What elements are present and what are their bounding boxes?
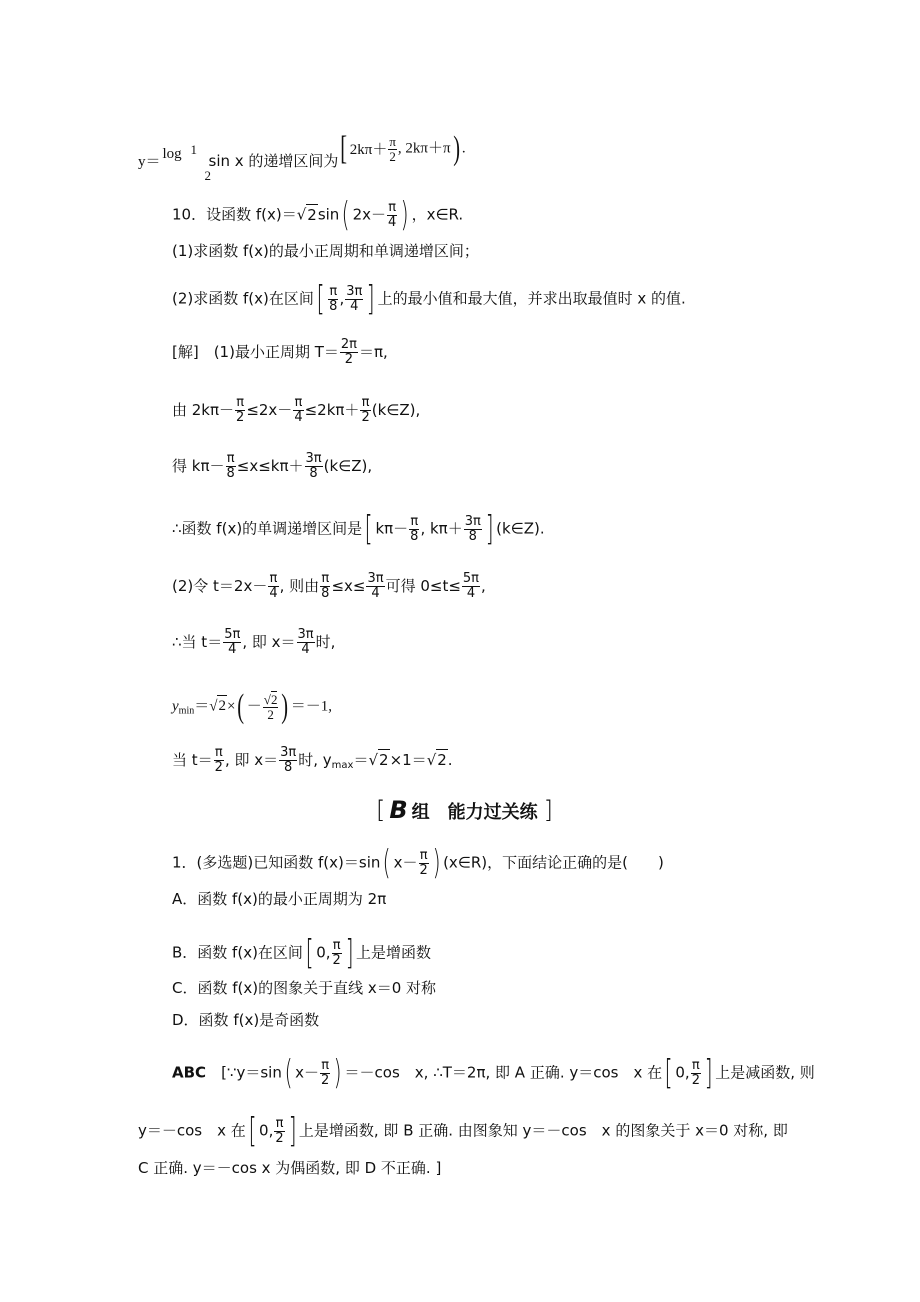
bracket: ) (281, 688, 289, 725)
fraction: $\frac{5\pi}{4}$ (224, 627, 241, 657)
fraction: $\frac{3\pi}{4}$ (367, 571, 384, 601)
fraction: $\frac{5\pi}{4}$ (462, 571, 480, 601)
text: , 2kπ＋π (397, 140, 451, 157)
fraction: $\frac{\pi}{8}$ (410, 513, 419, 544)
fraction: $\frac{\pi}{2}$ (236, 395, 245, 425)
question-10-part1: (1)求函数 f(x)的最小正周期和单调递增区间； (172, 242, 479, 260)
bracket: ] (345, 933, 354, 973)
log-text: log (162, 146, 182, 163)
log-base-num: 1 (190, 142, 198, 158)
fraction: $\frac{\pi}{8}$ (329, 283, 338, 314)
fraction: $\frac{3\pi}{8}$ (280, 745, 297, 775)
question-10-part2: (2)求函数 f(x)在区间[ $\frac{\pi}{8}$ , $\frac{3\pi}{4}$ ] 上的最小值和最大值，并求出取最值时 x 的值. (172, 279, 686, 319)
bracket: [ (664, 1053, 673, 1093)
log-base-den: 2 (204, 168, 212, 184)
bracket: ] (485, 509, 494, 549)
fraction: $\frac{\pi}{2}$ (419, 847, 428, 878)
bracket: [ (340, 130, 348, 167)
text: sin x 的递增区间为 (208, 152, 339, 171)
bracket: ( (383, 843, 391, 883)
solution-line-2: 由 2kπ－ $\frac{\pi}{2}$ ≤2x－ $\frac{\pi}{4}$ ≤2kπ＋ $\frac{\pi}{2}$ (k∈Z), (172, 395, 421, 425)
bracket: [ (305, 933, 314, 973)
bracket: [ (316, 279, 325, 319)
solution-line-8: 当 t＝ $\frac{\pi}{2}$ , 即 x＝ $\frac{3\pi}{8}$ 时, $y_{max}=√2\times 1=√2$. (172, 745, 453, 775)
text: 上的最小值和最大值，并求出取最值时 x 的值. (377, 289, 686, 308)
text: 2kπ＋ (349, 142, 388, 159)
option-c: C．函数 f(x)的图象关于直线 x＝0 对称 (172, 979, 437, 997)
text: (2)求函数 f(x)在区间 (172, 289, 314, 308)
line-log-interval (138, 130, 466, 184)
fraction: $\frac{\pi}{2}$ (691, 1057, 700, 1088)
fraction: $\frac{3\pi}{4}$ (346, 283, 363, 314)
fraction: $\frac{\pi}{2}$ (275, 1115, 284, 1146)
answer-line-2: y＝－cos x 在[ 0, $\frac{\pi}{2}$ ] 上是增函数, 即 B 正确. 由图象知 y＝－cos x 的图象关于 x＝0 对称, 即 (138, 1111, 788, 1151)
bracket: ] (704, 1053, 713, 1093)
text: 2x－ (352, 205, 387, 224)
option-a: A．函数 f(x)的最小正周期为 2π (172, 890, 387, 908)
option-d: D．函数 f(x)是奇函数 (172, 1011, 320, 1029)
fraction: $\frac{3\pi}{4}$ (297, 627, 314, 657)
bracket: [ (364, 509, 373, 549)
text: ，x∈R. (411, 205, 464, 224)
fraction: $\frac{\pi}{2}$ (214, 745, 223, 775)
solution-line-1 (172, 338, 388, 367)
solution-line-5: (2)令 t＝2x－ $\frac{\pi}{4}$ , 则由 $\frac{\pi}{8}$ ≤x≤ $\frac{3\pi}{4}$ 可得 0≤t≤ $\frac{5\pi}{4}$ , (172, 571, 486, 601)
bracket: ) (432, 843, 441, 883)
text: sin (317, 205, 340, 224)
bracket: ) (333, 1053, 342, 1093)
bracket: ( (237, 688, 245, 725)
answer-line-3: C 正确. y＝－cos x 为偶函数, 即 D 不正确. ] (138, 1159, 442, 1177)
bracket: ( (284, 1053, 293, 1093)
bracket: ( (341, 195, 350, 235)
group-letter: B (389, 796, 408, 824)
text: [解] (1)最小正周期 T＝ (172, 343, 339, 361)
bracket: ] (288, 1111, 297, 1151)
bracket: ) (452, 130, 460, 167)
text: y＝ (138, 154, 161, 171)
text: . (461, 140, 466, 157)
bracket: ] (366, 279, 375, 319)
answer-label: ABC (172, 1063, 207, 1082)
fraction: $\frac{\pi}{2}$ (332, 937, 341, 968)
fraction: $\frac{√2}{2}$ (263, 691, 278, 722)
fraction: $\frac{\pi}{8}$ (321, 571, 330, 601)
bracket: [ (248, 1111, 257, 1151)
fraction: $\frac{3\pi}{8}$ (464, 513, 481, 544)
text: ＝π, (359, 343, 388, 361)
fraction: $\frac{\pi}{4}$ (269, 571, 278, 601)
sqrt: 2 (307, 205, 317, 224)
solution-line-4: ∴函数 f(x)的单调递增区间是[ kπ－ $\frac{\pi}{8}$ , kπ＋ $\frac{3\pi}{8}$ ] (k∈Z). (172, 509, 545, 549)
solution-line-3: 得 kπ－ $\frac{\pi}{8}$ ≤x≤kπ＋ $\frac{3\pi}{8}$ (k∈Z), (172, 451, 373, 481)
bracket: ) (400, 195, 409, 235)
fraction: $\frac{\pi}{4}$ (388, 199, 397, 230)
solution-line-7: $y_{min}=√2\times$( － $\frac{√2}{2}$ ) ＝－1, (172, 688, 333, 725)
fraction: $\frac{\pi}{2}$ (321, 1057, 330, 1088)
fraction: $\frac{3\pi}{8}$ (305, 451, 322, 481)
question-10: 10．设函数 f(x)＝√2sin( 2x－ $\frac{\pi}{4}$ ) ，x∈R. (172, 195, 464, 235)
solution-line-6: ∴当 t＝ $\frac{5\pi}{4}$ , 即 x＝ $\frac{3\pi}{4}$ 时, (172, 627, 336, 657)
fraction: $\frac{\pi}{2}$ (361, 395, 370, 425)
text: 10．设函数 f(x)＝ (172, 205, 297, 224)
fraction: $\frac{\pi}{8}$ (226, 451, 235, 481)
question-1: 1．(多选题)已知函数 f(x)＝sin( x－ $\frac{\pi}{2}$ ) (x∈R)，下面结论正确的是( ) (172, 843, 664, 883)
fraction: $\frac{2\pi}{2}$ (340, 337, 357, 367)
heading-text: 组 能力过关练 (411, 802, 538, 823)
fraction: $\frac{\pi}{2}$ (389, 133, 396, 164)
option-b: B．函数 f(x)在区间[ 0, $\frac{\pi}{2}$ ] 上是增函数 (172, 933, 432, 973)
section-heading: [ B 组 能力过关练 ] (376, 796, 554, 824)
answer-line-1: ABC [∵y＝sin( x－ $\frac{\pi}{2}$ ) ＝－cos x, ∴T＝2π, 即 A 正确. y＝cos x 在[ 0, $\frac{\pi}{2}$ ] 上是减函数, 则 (172, 1053, 815, 1093)
fraction: $\frac{\pi}{4}$ (294, 395, 303, 425)
